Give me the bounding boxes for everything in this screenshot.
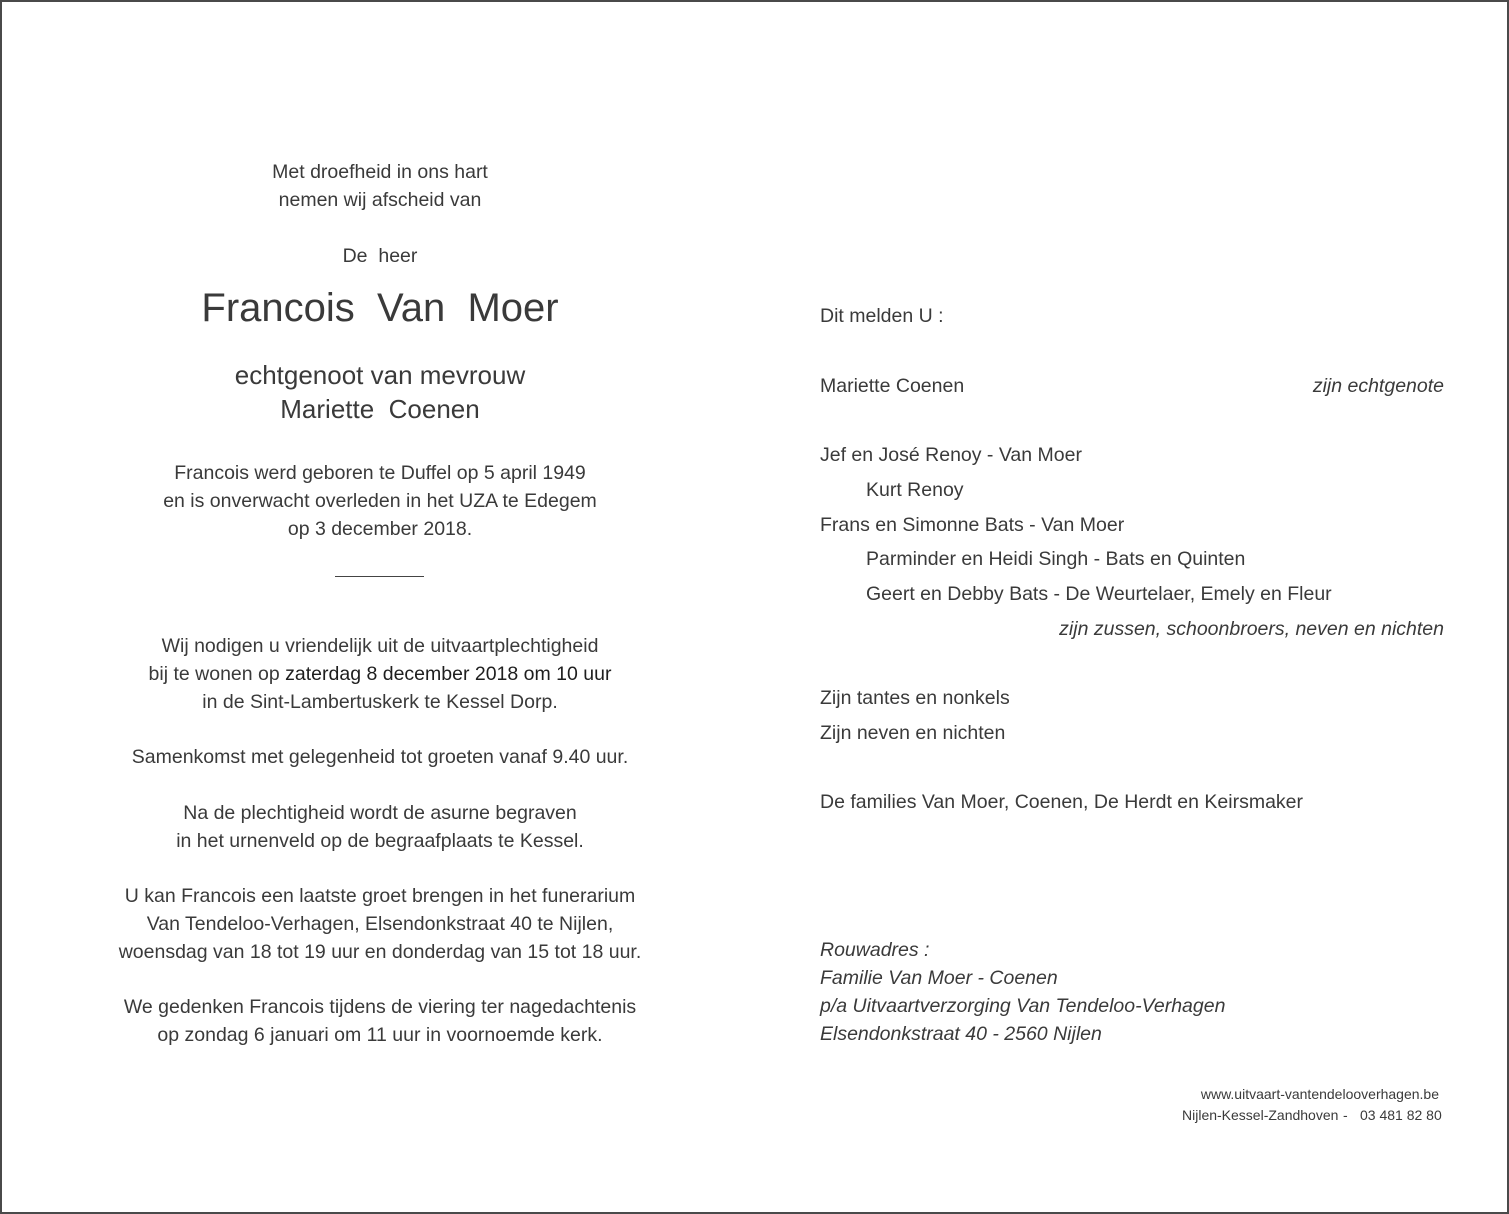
intro-line-2: nemen wij afscheid van: [278, 189, 482, 211]
spouse-name: Mariette Coenen: [820, 375, 965, 397]
invite-line-1: Wij nodigen u vriendelijk uit de uitvaartplechtigheid: [161, 635, 599, 657]
memorial-line-2: op zondag 6 januari om 11 uur in voornoemde kerk.: [157, 1024, 603, 1046]
visit-line-1: U kan Francois een laatste groet brengen in het funerarium: [124, 885, 636, 907]
gathering-line: Samenkomst met gelegenheid tot groeten vanaf 9.40 uur.: [131, 746, 629, 768]
divider-line: [335, 576, 424, 577]
bio-line-2: en is onverwacht overleden in het UZA te Edegem: [163, 490, 597, 512]
invite-line-2: [2, 662, 758, 686]
footer-phone: 03 481 82 80: [1360, 1107, 1442, 1123]
burial-line-2: in het urnenveld op de begraafplaats te Kessel.: [176, 830, 584, 852]
address-line-2: p/a Uitvaartverzorging Van Tendeloo-Verhagen: [820, 995, 1226, 1017]
relatives-line-2: Zijn neven en nichten: [820, 722, 1006, 744]
footer-separator: -: [1343, 1107, 1348, 1123]
bio-line-3: op 3 december 2018.: [287, 518, 473, 540]
family-line-1: Jef en José Renoy - Van Moer: [820, 444, 1082, 466]
visit-line-2: Van Tendeloo-Verhagen, Elsendonkstraat 40 te Nijlen,: [146, 913, 614, 935]
family-line-3: Frans en Simonne Bats - Van Moer: [820, 514, 1125, 536]
burial-line-1: Na de plechtigheid wordt de asurne begraven: [183, 802, 577, 824]
families-line: De families Van Moer, Coenen, De Herdt en Keirsmaker: [820, 791, 1304, 813]
family-line-5: Geert en Debby Bats - De Weurtelaer, Emely en Fleur: [866, 583, 1332, 605]
relatives-line-1: Zijn tantes en nonkels: [820, 687, 1010, 709]
website-link[interactable]: www.uitvaart-vantendelooverhagen.be: [1200, 1086, 1439, 1102]
spouse-line-2: Mariette Coenen: [280, 394, 480, 424]
memorial-line-1: We gedenken Francois tijdens de viering ter nagedachtenis: [123, 996, 637, 1018]
invite-line-2-text: bij te wonen op: [148, 663, 286, 685]
address-line-3: Elsendonkstraat 40 - 2560 Nijlen: [820, 1023, 1102, 1045]
invite-line-3: in de Sint-Lambertuskerk te Kessel Dorp.: [202, 691, 558, 713]
funeral-date: zaterdag 8 december 2018 om 10 uur: [285, 663, 612, 685]
deceased-name: Francois Van Moer: [201, 286, 559, 330]
spouse-role: zijn echtgenote: [1312, 375, 1444, 397]
address-label: Rouwadres :: [820, 939, 930, 961]
footer-locations: Nijlen-Kessel-Zandhoven: [1182, 1107, 1339, 1123]
announce-heading: Dit melden U :: [820, 305, 944, 327]
family-line-2: Kurt Renoy: [866, 479, 964, 501]
family-role: zijn zussen, schoonbroers, neven en nichten: [1059, 618, 1444, 640]
title-prefix: De heer: [342, 245, 418, 267]
intro-line-1: Met droefheid in ons hart: [272, 161, 488, 183]
visit-line-3: woensdag van 18 tot 19 uur en donderdag van 15 tot 18 uur.: [118, 941, 642, 963]
spouse-line-1: echtgenoot van mevrouw: [234, 360, 526, 390]
bio-line-1: Francois werd geboren te Duffel op 5 april 1949: [174, 462, 586, 484]
family-line-4: Parminder en Heidi Singh - Bats en Quinten: [866, 548, 1246, 570]
address-line-1: Familie Van Moer - Coenen: [820, 967, 1058, 989]
